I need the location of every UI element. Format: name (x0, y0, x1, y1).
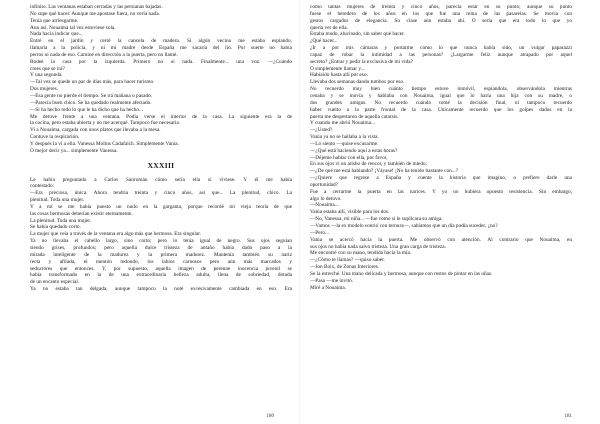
text-line: de un encanto especial. (30, 279, 80, 286)
left-page-top-text (30, 4, 292, 155)
text-line: había transformado en la de una extraordinaria belleza adulta, llena de sobriedad, dotada (30, 272, 292, 279)
left-page-text (30, 4, 292, 404)
text-line: contestado: (30, 183, 55, 190)
text-line: —Pero... (310, 229, 329, 236)
text-line: —¿Qué está haciendo aquí a estas horas? (310, 147, 398, 154)
text-line: Ya no llevaba el cabello largo, sino corto; pero lo tenía igual de negro. Sus ojos seguían (30, 238, 292, 245)
text-line: No supe qué hacer. Aunque me apostase fuera, no vería nada. (30, 10, 160, 17)
text-line: plenitud. Toda una mujer. (30, 197, 85, 204)
text-line: Y cuando me abrió Nouaima... (310, 120, 375, 127)
text-line: fuese el heredero de los años en los que fue una reina de las pasarelas. Se movía con (310, 10, 572, 17)
text-line: las cosas hermosas deberían existir eternamente. (30, 210, 133, 217)
text-line: siendo grises, profundos; pero aquella dulce tristeza de antaño había dado paso a la (30, 245, 292, 251)
text-line: la cocina, pero estaba abierta y no me acerqué. Tampoco fue necesario. (30, 120, 181, 127)
text-line: Aun así, Nouaima tal vez estuviese sola. (30, 24, 116, 31)
right-page-text (310, 4, 572, 404)
text-line: quería ver de ella. (310, 24, 348, 31)
text-line: Contuve la respiración. (30, 134, 80, 141)
text-line: oportunidad? (310, 181, 338, 188)
text-line: —Parecía buen chico. Se ha quedado realmente afectado. (30, 99, 152, 106)
text-line: Estaba mudo, alucinado, sin saber qué hacer. (310, 31, 405, 38)
text-line: Me encontré con su mano, tendida hacia la mía. (310, 250, 412, 257)
text-line: mirada inteligente de la madurez y la primera madurez. Mantenía también su nariz (30, 251, 292, 258)
text-line: —No, Vanessa, mi niña... —fue como si le suplicara su amiga. (310, 216, 443, 223)
page-number: 181 (564, 414, 572, 419)
text-line: Miré a Nouaima. (310, 284, 347, 291)
text-line: Le había preguntado a Carlos Sanromán cómo sería ella si viviese. Y él me había (30, 176, 292, 183)
text-line: Ya no estaba tan delgada, aunque tampoco la noté excesivamente cambiada en eso. Era (30, 286, 292, 293)
text-line: Vania se acercó hacia la puerta. Me observó con atención. Al contrario que Nouaima, en (310, 236, 572, 243)
text-line: Habíaido hasta allí por eso. (310, 72, 368, 79)
text-line: —Déjeme hablar con ella, por favor, (310, 154, 388, 161)
text-line: —¿Quiere que regrese a España y cuente la historia que imagino, o prefiere darle una (310, 175, 572, 182)
left-page-bottom-text (30, 177, 292, 293)
right-page (300, 0, 600, 424)
text-line: O simplemente llamar y... (310, 65, 365, 72)
text-line: seductores que entonces. Y, por supuesto, aquella imagen de perenne inocencia juvenil se (30, 265, 292, 272)
text-line: llamaría a la policía, y ni mi madre desde España me sacaría del lío. Por suerte no había (30, 45, 292, 52)
text-line: —Lo siento —quise excusarme. (310, 140, 379, 147)
text-line: —Esa gente no pierde el tiempo. Se irá mañana o pasado. (30, 92, 153, 99)
text-line: Se la estreché. Una mano delicada y hermosa, aunque con restos de pintar en las uñas. (310, 270, 493, 277)
text-line: gestos cargados de elegancia. Su clase aún estaba ahí. O sería que era todo lo que yo (310, 17, 572, 24)
text-line: —Era preciosa, única. Ahora tendría treinta y cinco años, así que... La plenitud, chico. La (30, 190, 292, 197)
text-line: algo lo detuvo. (310, 195, 342, 202)
text-line: secreto? ¿Entrar y pedir la exclusiva de mi vida? (310, 58, 413, 65)
text-line: —Vamos —la ex modelo sonrió con ternura—, sabíamos que un día podía suceder, ¿no? (310, 223, 498, 229)
text-line: Vania estaba allí, visible para los dos. (310, 209, 390, 216)
text-line: No recuerdo muy bien cuánto tiempo estuve inmóvil, espiándola, observándola mientras (310, 86, 572, 93)
text-line: —Si ha hecho todo lo que le ha dicho que ha hecho... (30, 106, 143, 113)
text-line: Tenía que arriesgarme. (30, 17, 79, 24)
text-line: Y después la vi a ella. Vanessa Molins Cadafalch. Simplemente Vania. (30, 140, 179, 147)
text-line: Y a mí se me había puesto un nudo en la garganta, porque recordé mi vieja teoría de que (30, 203, 292, 210)
text-line: —¿Cómo te llamas? —quiso saber. (310, 257, 385, 264)
text-line: perros ni nada de eso. Caminé en dirección a la puerta, pero no llamé. (30, 51, 178, 58)
text-line: recta y afilada, el mentón redondo, los labios carnosos pero aún más marcados y (30, 258, 292, 265)
text-line: haber vuelto a la parte frontal de la casa. Únicamente recuerdo que los golpes dados en la (310, 106, 572, 113)
text-line: Rodeé la casa por la izquierda. Primero no oí nada. Finalmente... una voz. —¿Cuándo (30, 58, 292, 65)
text-line: —¿De qué me está hablando? ¡Váyase! ¡No ha tenido bastante con...? (310, 168, 459, 175)
text-line: La mujer que veía a través de la ventana era algo más que hermosa. Era singular. (30, 231, 202, 238)
text-line: En sus ojos vi un atisbo de rencor, y también de miedo. (310, 161, 428, 168)
text-line: Dos mujeres. (30, 86, 58, 93)
text-line: sus ojos no había nada salvo tristeza. Una gran carga de tristeza. (310, 243, 446, 250)
text-line: capaz de robar la intimidad a las personas? ¿Largarme feliz aunque atrapado por aquel (310, 51, 572, 58)
text-line: La plenitud. Toda una mujer. (30, 217, 92, 224)
text-line: crees que se irá? (30, 65, 65, 72)
text-line: Entré en el jardín y cerré la cancela de madera. Si algún vecino me estaba espiando, (30, 38, 292, 45)
text-line: Vania ya no se hallaba a la vista. (310, 134, 379, 141)
text-line: ¿Qué hacer... (310, 38, 338, 45)
text-line: Vi a Nouaima, cargada con unos platos que llevaba a la mesa. (30, 127, 161, 134)
text-line: —¿Usted? (310, 127, 333, 134)
text-line: dos grandes amigas. No recuerdo cuándo tomé la decisión final, ni tampoco recuerdo (310, 99, 572, 106)
text-line: Se había quedado corto. (30, 224, 81, 231)
text-line: Me detuve frente a una ventana. Podía verse el interior de la casa. La siguiente era la de (30, 113, 292, 120)
text-line: O mejor decir ya... simplemente Vanessa. (30, 147, 118, 154)
text-line: puerta me despertaron de aquella catarsis. (310, 113, 399, 120)
text-line: Nada hacía indicar que... (30, 31, 83, 38)
text-line: —Nouaima... (310, 202, 339, 209)
chapter-heading: XXXIII (147, 160, 175, 170)
text-line: Llevaba dos semanas dando tumbos por eso. (310, 79, 405, 86)
text-line: —Pasa —me invitó. (310, 277, 354, 284)
text-line: —Tal vez se quede un par de días más, para hacer turismo. (30, 79, 155, 86)
page-number: 180 (266, 414, 274, 419)
text-line: Y una segunda. (30, 72, 63, 79)
text-line: ¿Ir a por mis cámaras y portarme como lo que nunca había sido, un vulgar paparazzi (310, 45, 572, 52)
text-line: cenaba y se movía y hablaba con Nouaima, igual que lo haría una hija con su madre, o (310, 92, 572, 99)
text-line: Fue a cerrarme la puerta en las narices. Y yo no hubiera opuesto resistencia. Sin embargo, (310, 188, 572, 195)
text-line: infinito. Las ventanas estaban cerradas y las persianas bajadas. (30, 4, 163, 10)
text-line: como tantas mujeres de treinta y cinco años, parecía estar en su punto; aunque su punto (310, 4, 572, 10)
text-line: —Jon Boix, de Zonas Interiores. (310, 264, 380, 271)
